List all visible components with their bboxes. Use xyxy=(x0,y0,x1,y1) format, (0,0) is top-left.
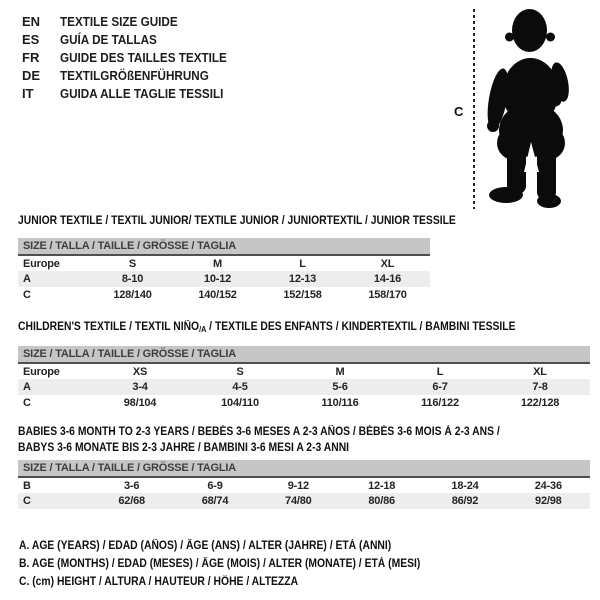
size-header-label: SIZE / TALLA / TAILLE / GRÖSSE / TAGLIA xyxy=(18,238,430,255)
row-label: B xyxy=(23,479,31,492)
language-label: TEXTILE SIZE GUIDE xyxy=(60,13,178,29)
table-row-age xyxy=(18,379,590,395)
size-header-bar xyxy=(18,460,590,477)
junior-table-title xyxy=(18,215,504,227)
table-cell: S xyxy=(128,257,137,270)
junior-size-table xyxy=(18,238,430,303)
table-cell: XL xyxy=(380,257,395,270)
size-header-label: SIZE / TALLA / TAILLE / GRÖSSE / TAGLIA xyxy=(18,460,590,477)
table-cell: 12-18 xyxy=(368,479,396,492)
table-cell: 68/74 xyxy=(173,493,256,509)
table-row-height xyxy=(18,287,430,303)
table-cell: 86/92 xyxy=(423,493,506,509)
language-code: ES xyxy=(22,31,40,47)
row-label: Europe xyxy=(23,257,60,270)
table-cell: S xyxy=(236,365,244,378)
language-label: GUIDA ALLE TAGLIE TESSILI xyxy=(60,85,224,101)
babies-table-title-line2: BABYS 3-6 MONATE BIS 2-3 JAHRE / BAMBINI 3-6 MESI A 2-3 ANNI xyxy=(18,442,350,454)
children-table-title-text: CHILDREN'S TEXTILE / TEXTIL NIÑO/A / TEXTILE DES ENFANTS / KINDERTEXTIL / BAMBINI TESSILE xyxy=(18,321,516,334)
table-cell: L xyxy=(436,365,444,378)
table-cell: 3-6 xyxy=(124,479,140,492)
table-cell: 116/122 xyxy=(421,397,459,409)
table-cell: 24-36 xyxy=(534,479,562,492)
table-cell: 7-8 xyxy=(490,379,590,395)
table-row-height xyxy=(18,395,590,411)
table-cell: 14-16 xyxy=(345,271,430,287)
table-cell: 62/68 xyxy=(90,493,173,509)
babies-table-title-line1: BABIES 3-6 MONTH TO 2-3 YEARS / BEBÉS 3-6 MESES A 2-3 AÑOS / BÉBÉS 3-6 MOIS À 2-3 ANS / xyxy=(18,426,500,438)
junior-table-title-text: JUNIOR TEXTILE / TEXTIL JUNIOR/ TEXTILE JUNIOR / JUNIORTEXTIL / JUNIOR TESSILE xyxy=(18,215,456,227)
legend-notes xyxy=(19,537,465,591)
table-row-europe xyxy=(18,255,430,271)
row-label: C xyxy=(18,493,90,509)
table-cell: M xyxy=(213,257,222,270)
table-cell: 5-6 xyxy=(290,379,390,395)
table-cell: 122/128 xyxy=(520,397,560,409)
table-cell: M xyxy=(335,365,345,378)
table-cell: 152/158 xyxy=(283,289,322,301)
nino-a-subscript: /A xyxy=(199,325,207,334)
language-row-en xyxy=(22,12,245,30)
row-label: A xyxy=(18,271,90,287)
table-cell: 4-5 xyxy=(190,379,290,395)
table-cell: 10-12 xyxy=(175,271,260,287)
language-code: EN xyxy=(22,13,41,29)
legend-note-b: B. AGE (MONTHS) / EDAD (MESES) / ÂGE (MOIS) / ALTER (MONATE) / ETÀ (MESI) xyxy=(19,558,421,570)
table-cell: 128/140 xyxy=(113,289,152,301)
children-size-table xyxy=(18,346,590,411)
baby-height-figure xyxy=(448,4,598,214)
language-code: IT xyxy=(22,85,34,101)
language-code: DE xyxy=(22,67,41,83)
table-cell: XL xyxy=(533,365,547,378)
legend-note-a: A. AGE (YEARS) / EDAD (AÑOS) / ÂGE (ANS) / ALTER (JAHRE) / ETÀ (ANNI) xyxy=(19,540,392,552)
size-header-label: SIZE / TALLA / TAILLE / GRÖSSE / TAGLIA xyxy=(18,346,590,363)
table-cell: L xyxy=(299,257,306,270)
size-header-bar xyxy=(18,346,590,363)
language-label: TEXTILGRÖßENFÜHRUNG xyxy=(60,67,209,83)
language-row-es xyxy=(22,30,245,48)
row-label: A xyxy=(18,379,90,395)
language-header xyxy=(22,12,245,102)
table-row-age-months xyxy=(18,477,590,493)
table-cell: 140/152 xyxy=(198,289,237,301)
table-cell: 8-10 xyxy=(90,271,175,287)
row-label: Europe xyxy=(23,365,60,378)
table-cell: 110/116 xyxy=(321,397,359,409)
table-row-age xyxy=(18,271,430,287)
language-label: GUIDE DES TAILLES TEXTILE xyxy=(60,49,227,65)
table-row-europe xyxy=(18,363,590,379)
table-cell: 12-13 xyxy=(260,271,345,287)
table-cell: 6-9 xyxy=(207,479,223,492)
height-measure-label: C xyxy=(454,104,464,119)
language-row-it xyxy=(22,84,245,102)
legend-note-c: C. (cm) HEIGHT / ALTURA / HAUTEUR / HÖHE / ALTEZZA xyxy=(19,576,299,588)
table-row-height xyxy=(18,493,590,509)
language-row-de xyxy=(22,66,245,84)
table-cell: 98/104 xyxy=(123,397,157,409)
toddler-silhouette-icon xyxy=(481,4,593,209)
row-label: C xyxy=(23,289,31,301)
children-table-title xyxy=(18,321,571,334)
table-cell: 80/86 xyxy=(340,493,423,509)
babies-size-table xyxy=(18,460,590,509)
language-label: GUÍA DE TALLAS xyxy=(60,31,157,47)
table-cell: 104/110 xyxy=(221,397,259,409)
babies-table-title xyxy=(18,424,553,456)
table-cell: 3-4 xyxy=(90,379,190,395)
language-row-fr xyxy=(22,48,245,66)
language-code: FR xyxy=(22,49,40,65)
table-cell: 92/98 xyxy=(507,493,590,509)
row-label: C xyxy=(23,397,31,409)
size-header-bar xyxy=(18,238,430,255)
table-cell: 9-12 xyxy=(287,479,309,492)
table-cell: 158/170 xyxy=(368,289,407,301)
table-cell: XS xyxy=(132,365,148,378)
table-cell: 18-24 xyxy=(451,479,479,492)
table-cell: 74/80 xyxy=(257,493,340,509)
height-measure-line xyxy=(473,9,475,209)
table-cell: 6-7 xyxy=(390,379,490,395)
